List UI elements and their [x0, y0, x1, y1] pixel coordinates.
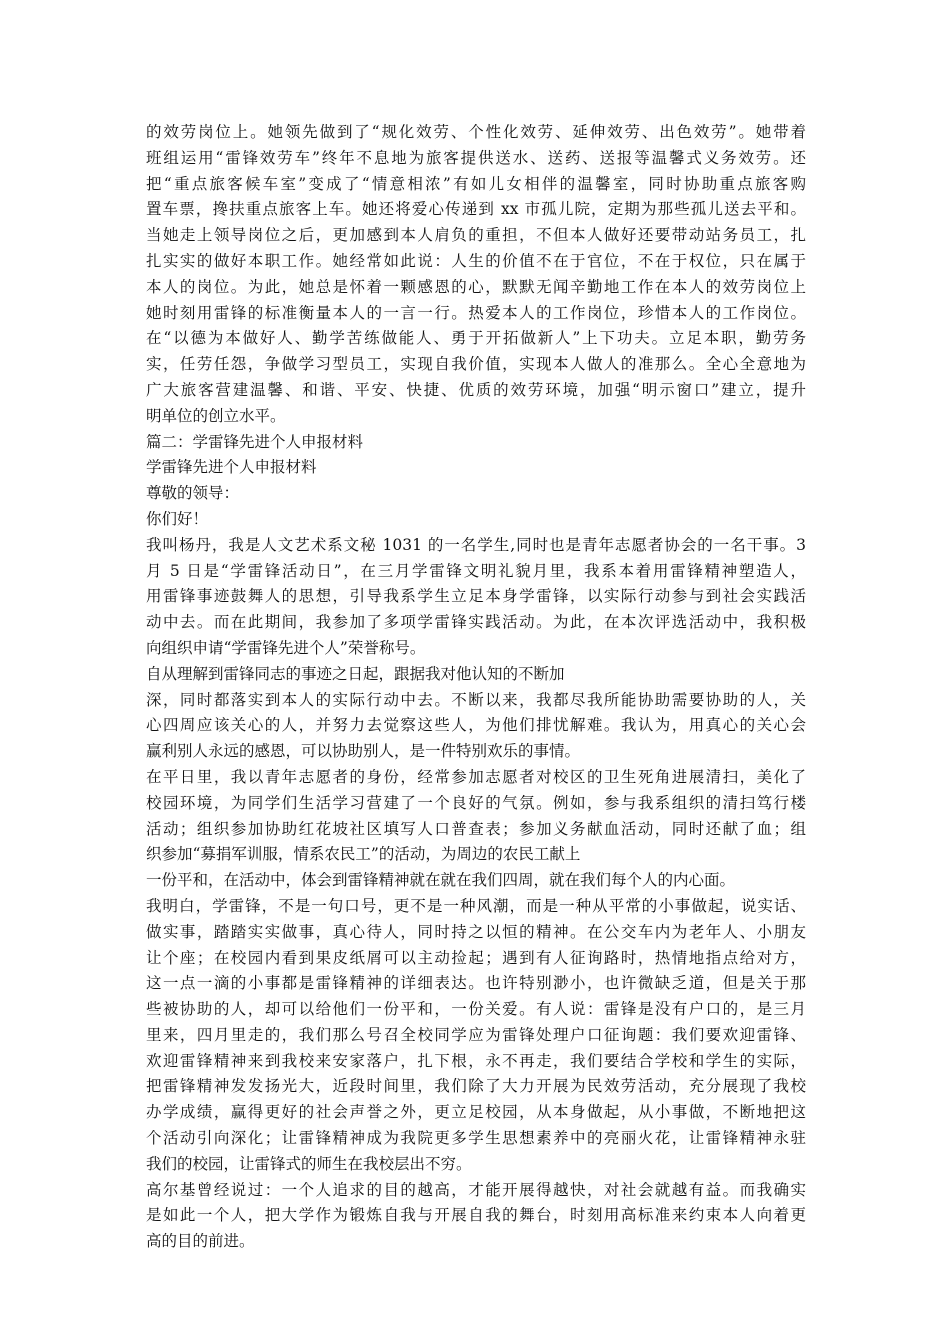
text-line: 实，任劳任怨，争做学习型员工，实现自我价值，实现本人做人的准那么。全心全意地为 [146, 355, 806, 374]
text-line: 活动；组织参加协助红花坡社区填写人口普查表；参加义务献血活动，同时还献了血；组 [146, 819, 806, 838]
text-line: 用雷锋事迹鼓舞人的思想，引导我系学生立足本身学雷锋，以实际行动参与到社会实践活 [146, 587, 806, 606]
document-body [146, 120, 806, 1255]
text-line: 本人的岗位。为此，她总是怀着一颗感恩的心，默默无闻辛勤地工作在本人的效劳岗位上 [146, 277, 806, 296]
text-line: 在“以德为本做好人、勤学苦练做能人、勇于开拓做新人”上下功夫。立足本职，勤劳务 [146, 329, 806, 348]
text-line: 把雷锋精神发发扬光大，近段时间里，我们除了大力开展为民效劳活动，充分展现了我校 [146, 1077, 806, 1096]
text-line: 一份平和，在活动中，体会到雷锋精神就在就在我们四周，就在我们每个人的内心面。 [146, 871, 736, 890]
text-line: 把“重点旅客候车室”变成了“情意相浓”有如儿女相伴的温馨室，同时协助重点旅客购 [146, 174, 806, 193]
text-line: 我们的校园，让雷锋式的师生在我校层出不穷。 [146, 1154, 472, 1173]
text-line: 做实事，踏踏实实做事，真心待人，同时持之以恒的精神。在公交车内为老年人、小朋友 [146, 922, 806, 941]
text-line: 我明白，学雷锋，不是一句口号，更不是一种风潮，而是一种从平常的小事做起，说实话、 [146, 896, 806, 915]
text-line: 向组织申请“学雷锋先进个人”荣誉称号。 [146, 638, 426, 657]
text-line: 个活动引向深化；让雷锋精神成为我院更多学生思想素养中的亮丽火花，让雷锋精神永驻 [146, 1129, 806, 1148]
text-line: 我叫杨丹，我是人文艺术系文秘 1031 的一名学生,同时也是青年志愿者协会的一名干事。3 [146, 535, 806, 554]
text-line: 高尔基曾经说过：一个人追求的目的越高，才能开展得越快，对社会就越有益。而我确实 [146, 1180, 806, 1199]
text-line: 深，同时都落实到本人的实际行动中去。不断以来，我都尽我所能协助需要协助的人，关 [146, 690, 806, 709]
text-line: 当她走上领导岗位之后，更加感到本人肩负的重担，不但本人做好还要带动站务员工，扎 [146, 226, 806, 245]
text-line: 里来，四月里走的，我们那么号召全校同学应为雷锋处理户口征询题：我们要欢迎雷锋、 [146, 1025, 806, 1044]
text-line: 高的目的前进。 [146, 1232, 255, 1251]
text-line: 尊敬的领导： [146, 484, 240, 503]
text-line: 办学成绩，赢得更好的社会声誉之外，更立足校园，从本身做起，从小事做，不断地把这 [146, 1103, 806, 1122]
text-line: 心四周应该关心的人，并努力去觉察这些人，为他们排忧解难。我认为，用真心的关心会 [146, 716, 806, 735]
text-line: 校园环境，为同学们生活学习营建了一个良好的气氛。例如，参与我系组织的清扫笃行楼 [146, 793, 806, 812]
text-line: 赢利别人永远的感恩，可以协助别人，是一件特别欢乐的事情。 [146, 742, 581, 761]
text-line: 学雷锋先进个人申报材料 [146, 458, 317, 477]
text-line: 欢迎雷锋精神来到我校来安家落户，扎下根，永不再走，我们要结合学校和学生的实际， [146, 1051, 806, 1070]
text-line: 扎实实的做好本职工作。她经常如此说：人生的价值不在于官位，不在于权位，只在属于 [146, 251, 806, 270]
text-line: 这一点一滴的小事都是雷锋精神的详细表达。也许特别渺小，也许微缺乏道，但是关于那 [146, 974, 806, 993]
text-line: 些被协助的人，却可以给他们一份平和，一份关爱。有人说：雷锋是没有户口的，是三月 [146, 1000, 806, 1019]
text-line: 明单位的创立水平。 [146, 406, 286, 425]
text-line: 你们好！ [146, 509, 209, 528]
text-line: 的效劳岗位上。她领先做到了“规化效劳、个性化效劳、延伸效劳、出色效劳”。她带着 [146, 123, 806, 141]
text-line: 置车票，搀扶重点旅客上车。她还将爱心传递到 xx 市孤儿院，定期为那些孤儿送去平和。 [146, 200, 806, 219]
text-line: 动中去。而在此期间，我参加了多项学雷锋实践活动。为此，在本次评选活动中，我积极 [146, 613, 806, 632]
text-line: 她时刻用雷锋的标准衡量本人的一言一行。热爱本人的工作岗位，珍惜本人的工作岗位。 [146, 303, 806, 322]
text-line: 篇二：学雷锋先进个人申报材料 [146, 432, 364, 451]
text-line: 在平日里，我以青年志愿者的身份，经常参加志愿者对校区的卫生死角进展清扫，美化了 [146, 767, 806, 786]
text-line: 班组运用“雷锋效劳车”终年不息地为旅客提供送水、送药、送报等温馨式义务效劳。还 [146, 148, 806, 167]
text-line: 月 5 日是“学雷锋活动日”，在三月学雷锋文明礼貌月里，我系本着用雷锋精神塑造人， [146, 561, 806, 580]
text-line: 自从理解到雷锋同志的事迹之日起，跟据我对他认知的不断加 [146, 664, 565, 683]
text-line: 让个座；在校园内看到果皮纸屑可以主动捡起；遇到有人征询路时，热情地指点给对方， [146, 948, 806, 967]
text-line: 广大旅客营建温馨、和谐、平安、快捷、优质的效劳环境，加强“明示窗口”建立，提升 [146, 380, 806, 399]
text-line: 是如此一个人，把大学作为锻炼自我与开展自我的舞台，时刻用高标准来约束本人向着更 [146, 1206, 806, 1225]
text-line: 织参加“募捐军训服，情系农民工”的活动，为周边的农民工献上 [146, 845, 581, 864]
